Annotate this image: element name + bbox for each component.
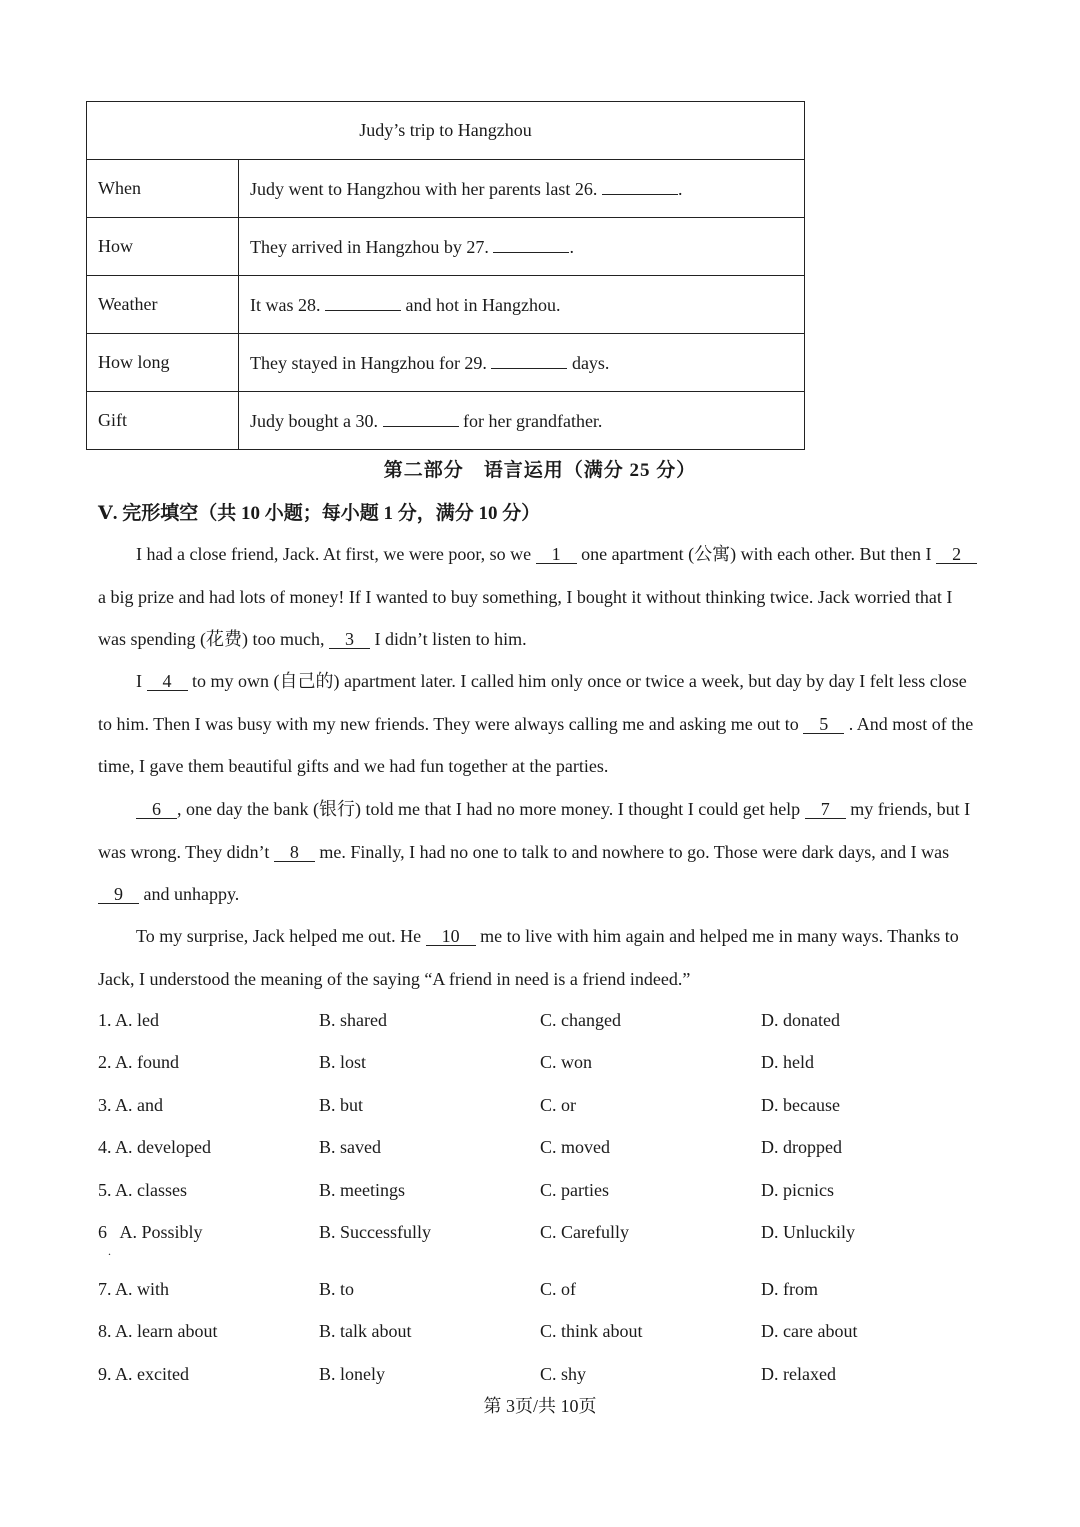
section-title: 第二部分 语言运用（满分 25 分） bbox=[383, 460, 697, 481]
option-a[interactable]: 4. A. developed bbox=[98, 1137, 211, 1157]
option-d[interactable]: D. care about bbox=[761, 1321, 858, 1341]
option-row bbox=[98, 1095, 998, 1119]
option-b[interactable]: B. but bbox=[319, 1095, 364, 1115]
option-b[interactable]: B. lonely bbox=[319, 1364, 385, 1384]
row-label: How long bbox=[87, 334, 239, 392]
blank-number: 4 bbox=[147, 672, 188, 691]
passage-paragraph-1: I had a close friend, Jack. At first, we were poor, so we 1 one apartment (公寓) with each other. But then I 2 a big prize and had lots of money! If I wanted to buy something, I bought it without thinking twice. Jack worried that I was spending (花费) too much, 3 I didn’t listen to him. bbox=[98, 533, 978, 661]
option-b[interactable]: B. to bbox=[319, 1279, 355, 1299]
option-row bbox=[98, 1222, 998, 1246]
blank-number: 5 bbox=[803, 715, 844, 734]
option-d[interactable]: D. donated bbox=[761, 1010, 840, 1030]
option-row bbox=[98, 1279, 998, 1303]
option-b[interactable]: B. lost bbox=[319, 1052, 367, 1072]
option-a[interactable]: 1. A. led bbox=[98, 1010, 159, 1030]
option-c[interactable]: C. of bbox=[540, 1279, 576, 1299]
page-number: 第 3页/共 10页 bbox=[483, 1396, 597, 1416]
blank-number: 8 bbox=[274, 843, 315, 862]
option-a[interactable]: 5. A. classes bbox=[98, 1180, 187, 1200]
option-row bbox=[98, 1137, 998, 1161]
row-label: When bbox=[87, 160, 239, 218]
option-d[interactable]: D. held bbox=[761, 1052, 814, 1072]
option-d[interactable]: D. Unluckily bbox=[761, 1222, 855, 1242]
option-c[interactable]: C. moved bbox=[540, 1137, 610, 1157]
option-a[interactable]: 6 A. Possibly bbox=[98, 1222, 203, 1242]
cloze-heading: Ⅴ. 完形填空（共 10 小题；每小题 1 分，满分 10 分） bbox=[98, 503, 541, 524]
blank-number: 9 bbox=[98, 885, 139, 904]
option-b[interactable]: B. Successfully bbox=[319, 1222, 431, 1242]
row-label: Weather bbox=[87, 276, 239, 334]
option-a[interactable]: 3. A. and bbox=[98, 1095, 163, 1115]
row-label: Gift bbox=[87, 392, 239, 450]
option-a[interactable]: 2. A. found bbox=[98, 1052, 179, 1072]
option-a[interactable]: 8. A. learn about bbox=[98, 1321, 218, 1341]
option-row bbox=[98, 1180, 998, 1204]
row-content: They stayed in Hangzhou for 29. days. bbox=[239, 334, 805, 392]
trip-table bbox=[86, 101, 805, 450]
answer-blank[interactable] bbox=[491, 352, 567, 369]
option-c[interactable]: C. parties bbox=[540, 1180, 609, 1200]
blank-number: 10 bbox=[426, 927, 476, 946]
passage-paragraph-3: 6 , one day the bank (银行) told me that I had no more money. I thought I could get help 7 my friends, but I was wrong. They didn’t 8 me. Finally, I had no one to talk to and nowhere to go. Those were dark days, and I was 9 and unhappy. bbox=[98, 799, 971, 904]
table-row bbox=[87, 218, 805, 276]
option-a[interactable]: 9. A. excited bbox=[98, 1364, 189, 1384]
row-content: Judy went to Hangzhou with her parents last 26. . bbox=[239, 160, 805, 218]
option-c[interactable]: C. won bbox=[540, 1052, 593, 1072]
option-d[interactable]: D. picnics bbox=[761, 1180, 834, 1200]
blank-number: 2 bbox=[936, 545, 977, 564]
option-b[interactable]: B. talk about bbox=[319, 1321, 412, 1341]
table-title: Judy’s trip to Hangzhou bbox=[87, 102, 805, 160]
option-b[interactable]: B. saved bbox=[319, 1137, 381, 1157]
option-c[interactable]: C. changed bbox=[540, 1010, 621, 1030]
blank-number: 6 bbox=[136, 800, 177, 819]
table-row bbox=[87, 334, 805, 392]
table-row bbox=[87, 392, 805, 450]
option-d[interactable]: D. because bbox=[761, 1095, 840, 1115]
answer-blank[interactable] bbox=[493, 236, 569, 253]
option-d[interactable]: D. dropped bbox=[761, 1137, 842, 1157]
blank-number: 1 bbox=[536, 545, 577, 564]
option-row bbox=[98, 1364, 998, 1388]
blank-number: 3 bbox=[329, 630, 370, 649]
option-row bbox=[98, 1052, 998, 1076]
option-c[interactable]: C. think about bbox=[540, 1321, 643, 1341]
option-c[interactable]: C. Carefully bbox=[540, 1222, 629, 1242]
option-d[interactable]: D. from bbox=[761, 1279, 818, 1299]
row-content: They arrived in Hangzhou by 27. . bbox=[239, 218, 805, 276]
row-label: How bbox=[87, 218, 239, 276]
option-c[interactable]: C. shy bbox=[540, 1364, 587, 1384]
option-c[interactable]: C. or bbox=[540, 1095, 576, 1115]
table-row bbox=[87, 160, 805, 218]
row-content: It was 28. and hot in Hangzhou. bbox=[239, 276, 805, 334]
table-row bbox=[87, 276, 805, 334]
passage-paragraph-4: To my surprise, Jack helped me out. He 10 me to live with him again and helped me in many ways. Thanks to Jack, I understood the meaning of the saying “A friend in need is a friend indeed.” bbox=[98, 926, 959, 989]
option-d[interactable]: D. relaxed bbox=[761, 1364, 836, 1384]
option-a[interactable]: 7. A. with bbox=[98, 1279, 170, 1299]
row-content: Judy bought a 30. for her grandfather. bbox=[239, 392, 805, 450]
option-b[interactable]: B. meetings bbox=[319, 1180, 405, 1200]
answer-blank[interactable] bbox=[383, 410, 459, 427]
option-row bbox=[98, 1010, 998, 1034]
answer-blank[interactable] bbox=[325, 294, 401, 311]
stray-mark: . bbox=[108, 1244, 111, 1258]
option-row bbox=[98, 1321, 998, 1345]
blank-number: 7 bbox=[805, 800, 846, 819]
option-b[interactable]: B. shared bbox=[319, 1010, 387, 1030]
answer-blank[interactable] bbox=[602, 178, 678, 195]
passage-paragraph-2: I 4 to my own (自己的) apartment later. I called him only once or twice a week, but day by day I felt less close to him. Then I was busy with my new friends. They were always calling me and asking me out to 5 . And most of the time, I gave them beautiful gifts and we had fun together at the parties. bbox=[98, 671, 974, 776]
